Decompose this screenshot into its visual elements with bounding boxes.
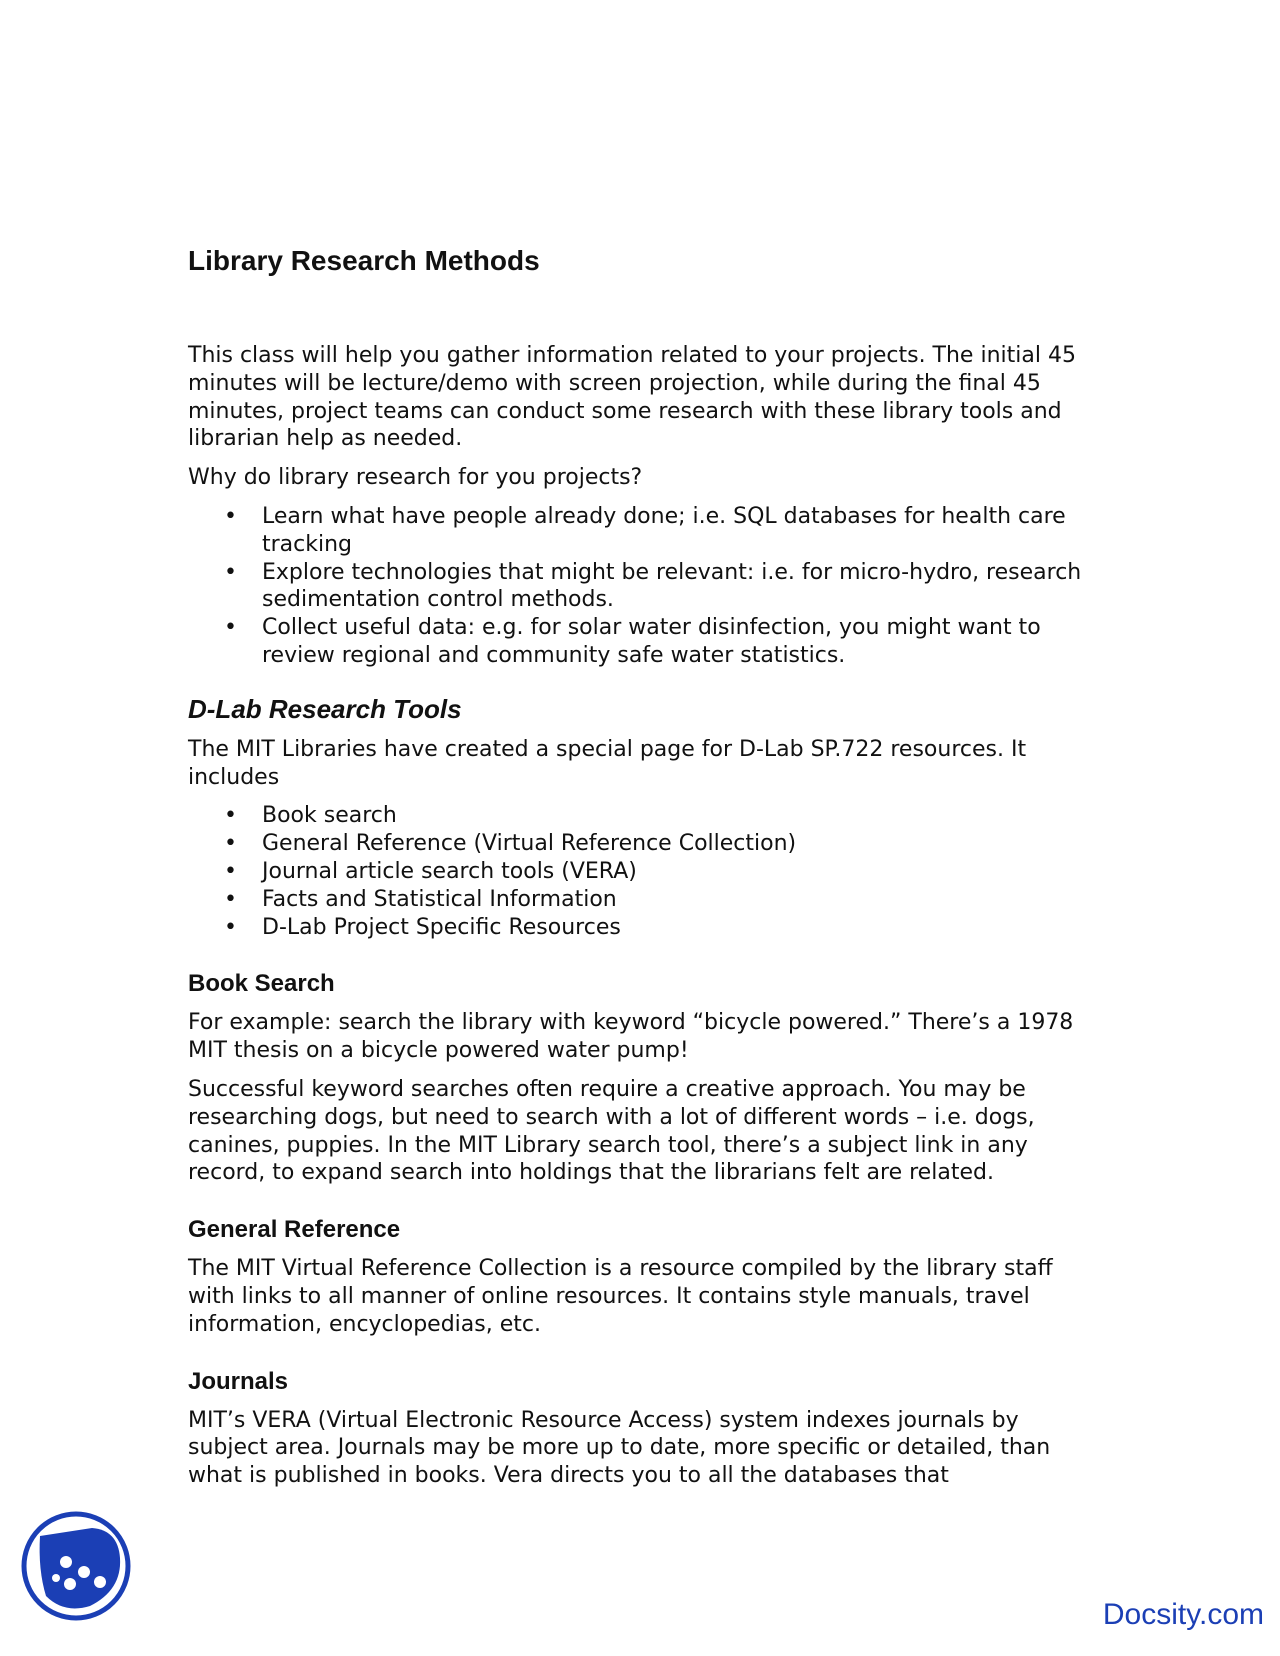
book-search-paragraph-2: Successful keyword searches often require a creative approach. You may be researching dogs, but need to search with a lot of different words – i.e. dogs, canines, puppies. In the MIT Library search tool, there’s a subject link in any record, to expand search into holdings that the librarians felt are related. <box>188 1076 1035 1186</box>
tools-intro: The MIT Libraries have created a special page for D-Lab SP.722 resources. It includes <box>188 736 1027 790</box>
docsity-watermark-link[interactable]: Docsity.com <box>1102 1598 1264 1631</box>
journals-heading: Journals <box>188 1367 289 1395</box>
journals-paragraph: MIT’s VERA (Virtual Electronic Resource Access) system indexes journals by subject area. Journals may be more up to date, more specific or detailed, than what is published in books. Vera directs you to all the databases that <box>188 1407 1051 1489</box>
list-item: • Journal article search tools (VERA) <box>188 858 1088 886</box>
list-item: • Book search <box>188 802 1088 830</box>
docsity-logo-icon <box>20 1510 132 1622</box>
tools-heading: D-Lab Research Tools <box>188 693 462 724</box>
intro-paragraph: This class will help you gather information related to your projects. The initial 45 minutes will be lecture/demo with screen projection, while during the final 45 minutes, project teams can conduct some research with these library tools and librarian help as needed. <box>188 343 1076 452</box>
list-item: • Learn what have people already done; i.e. SQL databases for health care tracking <box>188 503 1088 559</box>
list-item: • Collect useful data: e.g. for solar water disinfection, you might want to review regional and community safe water statistics. <box>188 614 1088 670</box>
page-title: Library Research Methods <box>188 245 540 276</box>
why-list <box>188 503 1088 670</box>
general-reference-paragraph: The MIT Virtual Reference Collection is a resource compiled by the library staff with links to all manner of online resources. It contains style manuals, travel information, encyclopedias, etc. <box>188 1256 1053 1337</box>
list-item: • Facts and Statistical Information <box>188 886 1088 914</box>
general-reference-heading: General Reference <box>188 1216 401 1244</box>
list-item: • General Reference (Virtual Reference Collection) <box>188 830 1088 858</box>
document-body <box>188 342 1088 1501</box>
why-question: Why do library research for you projects? <box>188 465 643 491</box>
list-item: • Explore technologies that might be relevant: i.e. for micro-hydro, research sedimentation control methods. <box>188 559 1088 615</box>
book-search-paragraph-1: For example: search the library with keyword “bicycle powered.” There’s a 1978 MIT thesis on a bicycle powered water pump! <box>188 1010 1074 1064</box>
list-item: • D-Lab Project Specific Resources <box>188 914 1088 942</box>
tools-list <box>188 802 1088 941</box>
book-search-heading: Book Search <box>188 970 335 998</box>
